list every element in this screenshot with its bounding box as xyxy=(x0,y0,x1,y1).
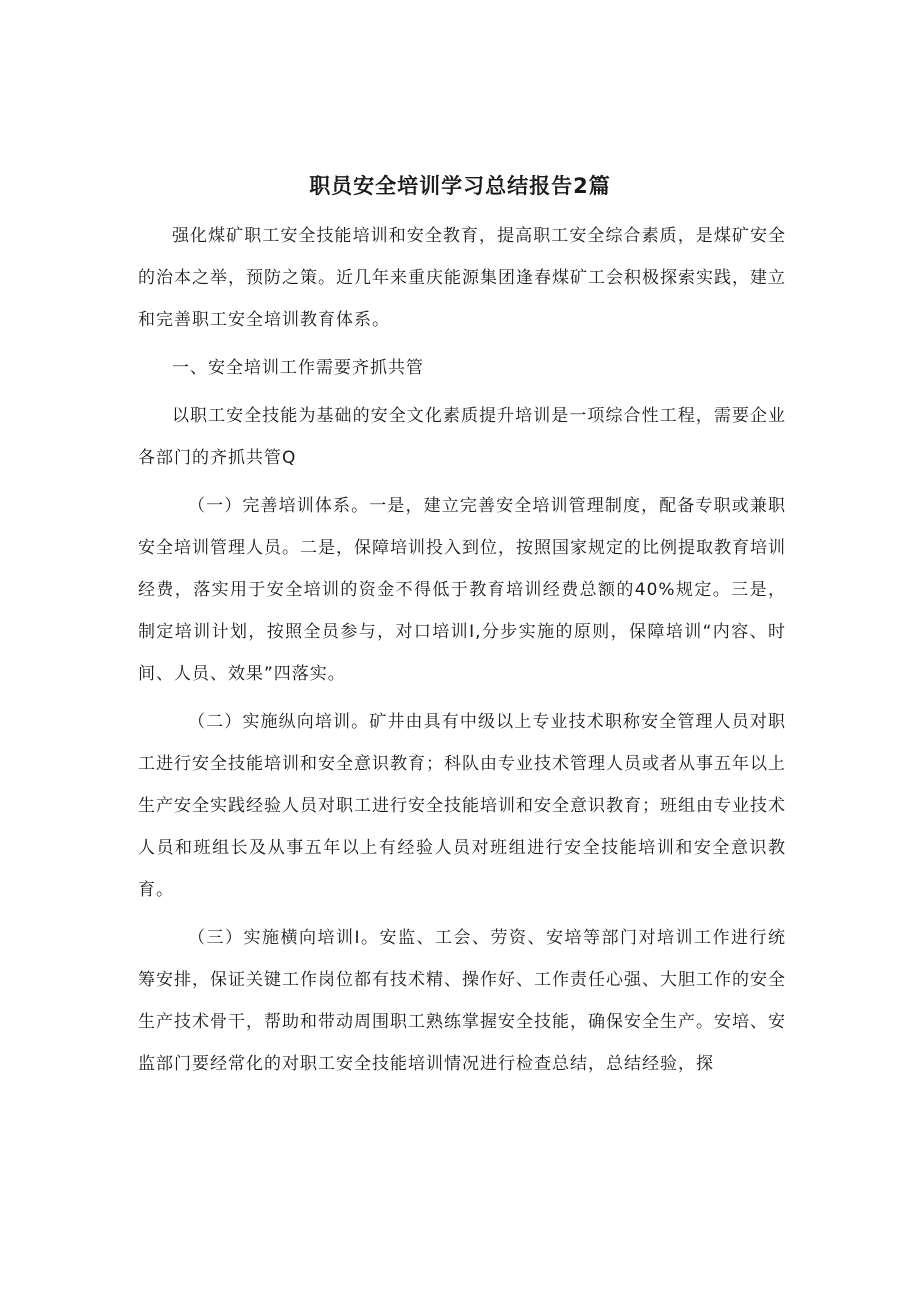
intro-paragraph: 强化煤矿职工安全技能培训和安全教育，提高职工安全综合素质，是煤矿安全的治本之举，预防之策。近几年来重庆能源集团逢春煤矿工会积极探索实践，建立和完善职工安全培训教育体系。 xyxy=(138,226,786,330)
section-intro-paragraph: 以职工安全技能为基础的安全文化素质提升培训是一项综合性工程，需要企业各部门的齐抓共管Q xyxy=(138,406,786,468)
item-1-paragraph: （一）完善培训体系。一是，建立完善安全培训管理制度，配备专职或兼职安全培训管理人员。二是，保障培训投入到位，按照国家规定的比例提取教育培训经费，落实用于安全培训的资金不得低于教育培训经费总额的40%规定。三是，制定培训计划，按照全员参与，对口培训I,分步实施的原则，保障培训“内容、时间、人员、效果”四落实。 xyxy=(138,496,786,684)
section-heading: 一、安全培训工作需要齐抓共管 xyxy=(172,358,424,378)
document-body xyxy=(138,215,786,1091)
item-3-paragraph: （三）实施横向培训I。安监、工会、劳资、安培等部门对培训工作进行统筹安排，保证关键工作岗位都有技术精、操作好、工作责任心强、大胆工作的安全生产技术骨干，帮助和带动周围职工熟练掌握安全技能，确保安全生产。安培、安监部门要经常化的对职工安全技能培训情况进行检查总结，总结经验，探 xyxy=(138,928,786,1074)
item-2-paragraph: （二）实施纵向培训。矿井由具有中级以上专业技术职称安全管理人员对职工进行安全技能培训和安全意识教育；科队由专业技术管理人员或者从事五年以上生产安全实践经验人员对职工进行安全技能培训和安全意识教育；班组由专业技术人员和班组长及从事五年以上有经验人员对班组进行安全技能培训和安全意识教育。 xyxy=(138,712,786,900)
document-title: 职员安全培训学习总结报告2篇 xyxy=(309,174,611,198)
